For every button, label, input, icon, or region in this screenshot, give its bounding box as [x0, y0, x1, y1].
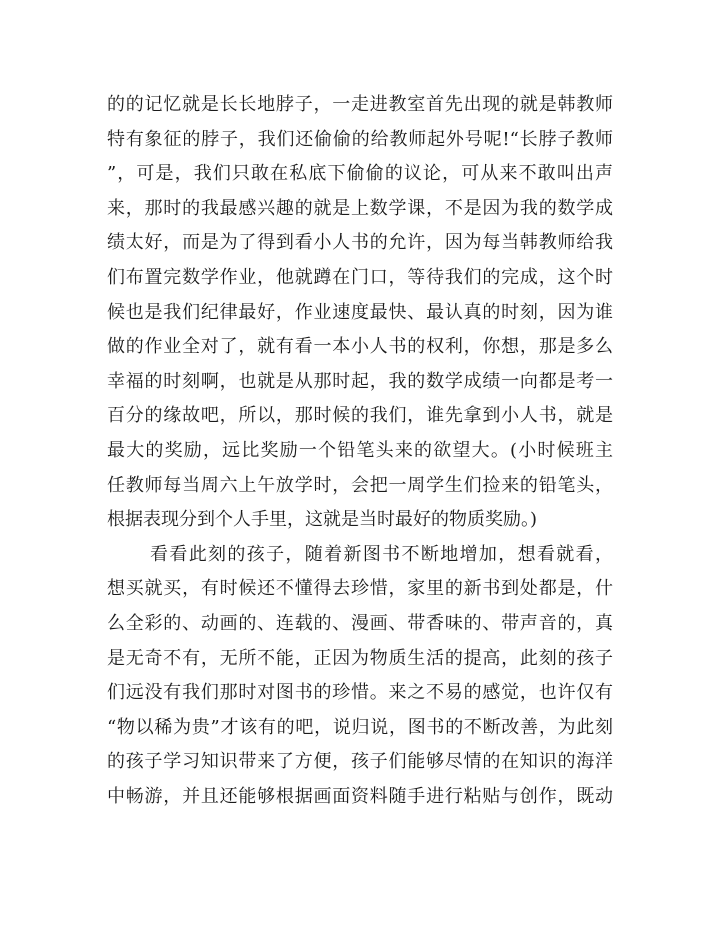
text-line-17: 是无奇不有，无所不能，正因为物质生活的提高，此刻的孩子: [107, 647, 613, 669]
text-line-19: “物以稀为贵”才该有的吧，说归说，图书的不断改善，为此刻: [107, 716, 613, 738]
text-line-10: 百分的缘故吧，所以，那时候的我们，谁先拿到小人书，就是: [107, 405, 613, 427]
text-line-9: 幸福的时刻啊，也就是从那时起，我的数学成绩一向都是考一: [107, 370, 613, 392]
text-line-7: 候也是我们纪律最好，作业速度最快、最认真的时刻，因为谁: [107, 301, 613, 323]
text-line-20: 的孩子学习知识带来了方便，孩子们能够尽情的在知识的海洋: [107, 751, 613, 773]
text-line-3: ”，可是，我们只敢在私底下偷偷的议论，可从来不敢叫出声: [107, 163, 613, 185]
text-line-2: 特有象征的脖子，我们还偷偷的给教师起外号呢!“长脖子教师: [107, 128, 613, 150]
text-line-12: 任教师每当周六上午放学时，会把一周学生们捡来的铅笔头，: [107, 474, 613, 496]
text-line-14: 看看此刻的孩子，随着新图书不断地增加，想看就看，: [150, 543, 613, 565]
text-line-1: 的的记忆就是长长地脖子，一走进教室首先出现的就是韩教师: [107, 94, 613, 115]
text-line-11: 最大的奖励，远比奖励一个铅笔头来的欲望大。(小时候班主: [107, 439, 613, 461]
text-line-5: 绩太好，而是为了得到看小人书的允许，因为每当韩教师给我: [107, 232, 613, 254]
text-line-6: 们布置完数学作业，他就蹲在门口，等待我们的完成，这个时: [107, 266, 613, 288]
text-line-21: 中畅游，并且还能够根据画面资料随手进行粘贴与创作，既动: [107, 785, 613, 807]
body-text: [107, 88, 613, 814]
text-line-13: 根据表现分到个人手里，这就是当时最好的物质奖励。): [107, 509, 538, 531]
text-line-18: 们远没有我们那时对图书的珍惜。来之不易的感觉，也许仅有: [107, 682, 613, 704]
text-line-4: 来，那时的我最感兴趣的就是上数学课，不是因为我的数学成: [107, 197, 613, 219]
text-line-8: 做的作业全对了，就有看一本小人书的权利，你想，那是多么: [107, 336, 613, 358]
text-line-15: 想买就买，有时候还不懂得去珍惜，家里的新书到处都是，什: [107, 578, 613, 600]
text-line-16: 么全彩的、动画的、连载的、漫画、带香味的、带声音的，真: [107, 612, 613, 634]
